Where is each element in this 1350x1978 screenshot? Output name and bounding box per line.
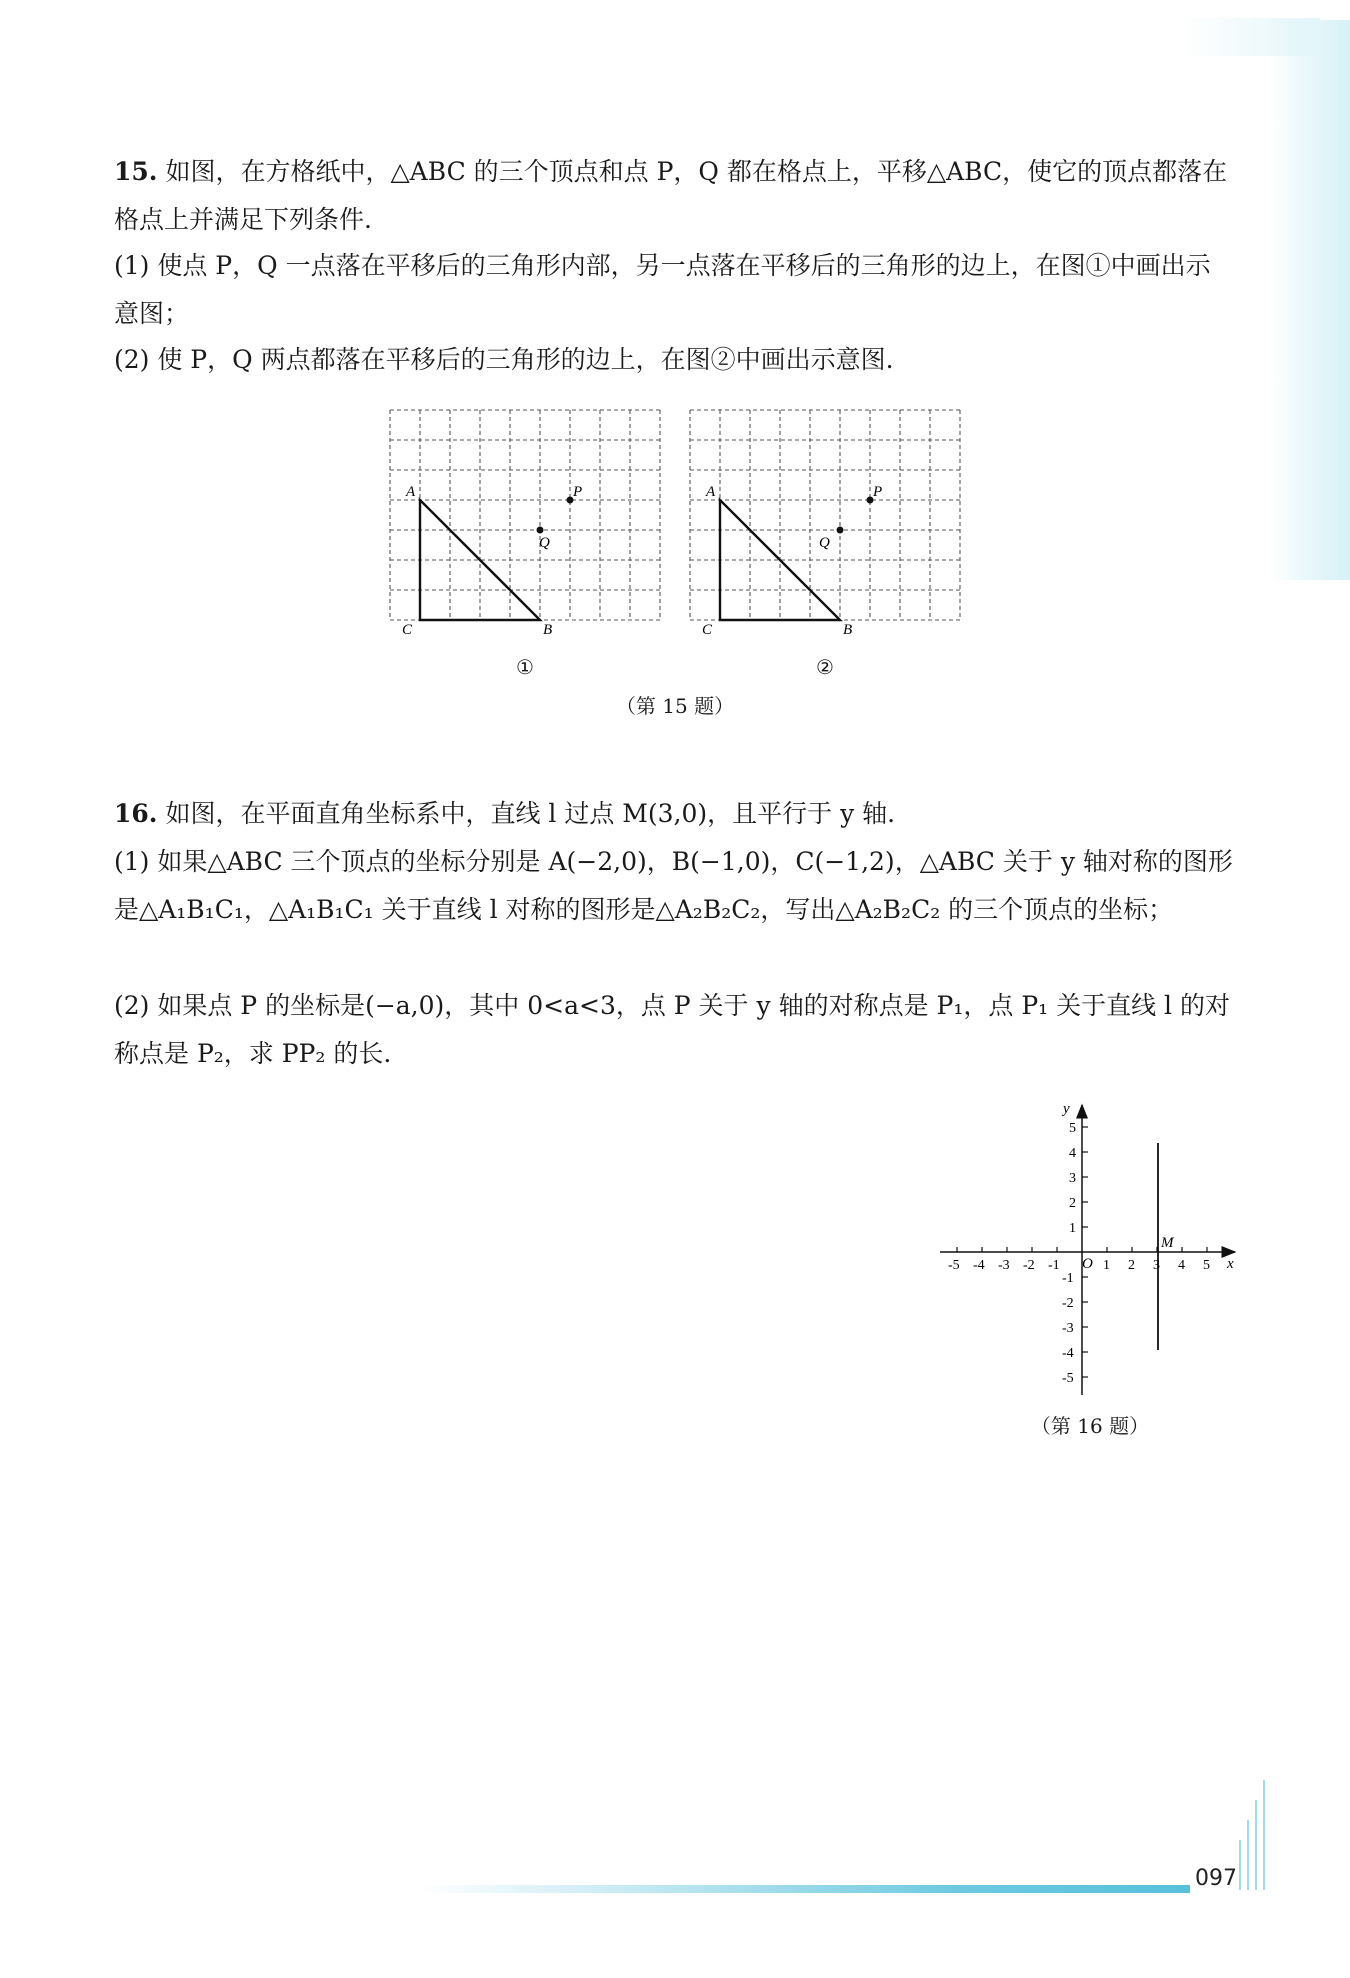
grid-lines <box>690 410 960 620</box>
q15-caption: （第 15 题） <box>615 694 735 718</box>
y-tick-label: -1 <box>1062 1271 1074 1286</box>
label-b: B <box>543 622 553 638</box>
x-axis-label: x <box>1227 1256 1234 1272</box>
q16-stem-text: 如图，在平面直角坐标系中，直线 l 过点 M(3,0)，且平行于 y 轴. <box>165 799 896 828</box>
y-ticks <box>1062 1121 1088 1386</box>
x-tick-label: -1 <box>1048 1258 1060 1273</box>
y-tick-label: 2 <box>1069 1196 1076 1211</box>
q16-part1: (1) 如果△ABC 三个顶点的坐标分别是 A(−2,0)，B(−1,0)，C(−1,2)，△ABC 关于 y 轴对称的图形是△A₁B₁C₁，△A₁B₁C₁ 关于直线 l 对称的图形是△A₂B₂C₂，写出△A₂B₂C₂ 的三个顶点的坐标； <box>114 847 1233 924</box>
footer-decoration <box>1236 1780 1276 1890</box>
y-axis-label: y <box>1063 1101 1070 1117</box>
y-tick-label: 1 <box>1069 1221 1076 1236</box>
point-m-label: M <box>1161 1235 1174 1251</box>
x-tick-label: 4 <box>1178 1258 1185 1273</box>
label-q: Q <box>819 535 830 551</box>
y-tick-label: 5 <box>1069 1121 1076 1136</box>
x-tick-label: 5 <box>1203 1258 1210 1273</box>
q16-stem <box>114 790 1234 838</box>
q16-number: 16. <box>114 799 158 828</box>
point-q <box>837 527 844 534</box>
q15-stem <box>114 148 1234 244</box>
page-number: 097 <box>1195 1866 1237 1891</box>
y-tick-label: -4 <box>1062 1346 1074 1361</box>
q15-figure-1 <box>380 400 670 650</box>
q15-stem-text: 如图，在方格纸中，△ABC 的三个顶点和点 P，Q 都在格点上，平移△ABC，使它的顶点都落在格点上并满足下列条件. <box>114 157 1228 234</box>
label-b: B <box>843 622 853 638</box>
x-tick-label: -2 <box>1023 1258 1035 1273</box>
y-tick-label: 4 <box>1069 1146 1076 1161</box>
x-tick-label: 2 <box>1128 1258 1135 1273</box>
x-tick-label: 3 <box>1153 1258 1160 1273</box>
q15-number: 15. <box>114 157 158 186</box>
x-tick-label: -5 <box>948 1258 960 1273</box>
origin-label: O <box>1082 1256 1093 1272</box>
q16-coordinate-figure <box>930 1095 1240 1405</box>
label-c: C <box>402 622 413 638</box>
point-q <box>537 527 544 534</box>
footer-accent-bar <box>420 1885 1190 1893</box>
q15-figure-2 <box>680 400 970 650</box>
label-p: P <box>573 484 583 500</box>
grid-lines <box>390 410 660 620</box>
page-top-accent <box>1180 18 1320 56</box>
q15-fig1-label: ① <box>516 655 534 679</box>
page-edge-accent <box>1272 20 1350 580</box>
label-q: Q <box>539 535 550 551</box>
y-tick-label: -3 <box>1062 1321 1074 1336</box>
label-a: A <box>406 484 416 500</box>
q15-fig2-label: ② <box>816 655 834 679</box>
x-tick-label: -3 <box>998 1258 1010 1273</box>
q16-part2: (2) 如果点 P 的坐标是(−a,0)，其中 0<a<3，点 P 关于 y 轴的对称点是 P₁，点 P₁ 关于直线 l 的对称点是 P₂，求 PP₂ 的长. <box>114 991 1230 1068</box>
q16-caption: （第 16 题） <box>1030 1414 1150 1438</box>
y-tick-label: -5 <box>1062 1371 1074 1386</box>
label-a: A <box>706 484 716 500</box>
y-tick-label: 3 <box>1069 1171 1076 1186</box>
q15-part2: (2) 使 P，Q 两点都落在平移后的三角形的边上，在图②中画出示意图. <box>114 345 894 374</box>
x-tick-label: -4 <box>973 1258 985 1273</box>
y-tick-label: -2 <box>1062 1296 1074 1311</box>
x-tick-label: 1 <box>1103 1258 1110 1273</box>
label-p: P <box>873 484 883 500</box>
q15-part1: (1) 使点 P，Q 一点落在平移后的三角形内部，另一点落在平移后的三角形的边上，在图①中画出示意图； <box>114 251 1211 328</box>
label-c: C <box>702 622 713 638</box>
